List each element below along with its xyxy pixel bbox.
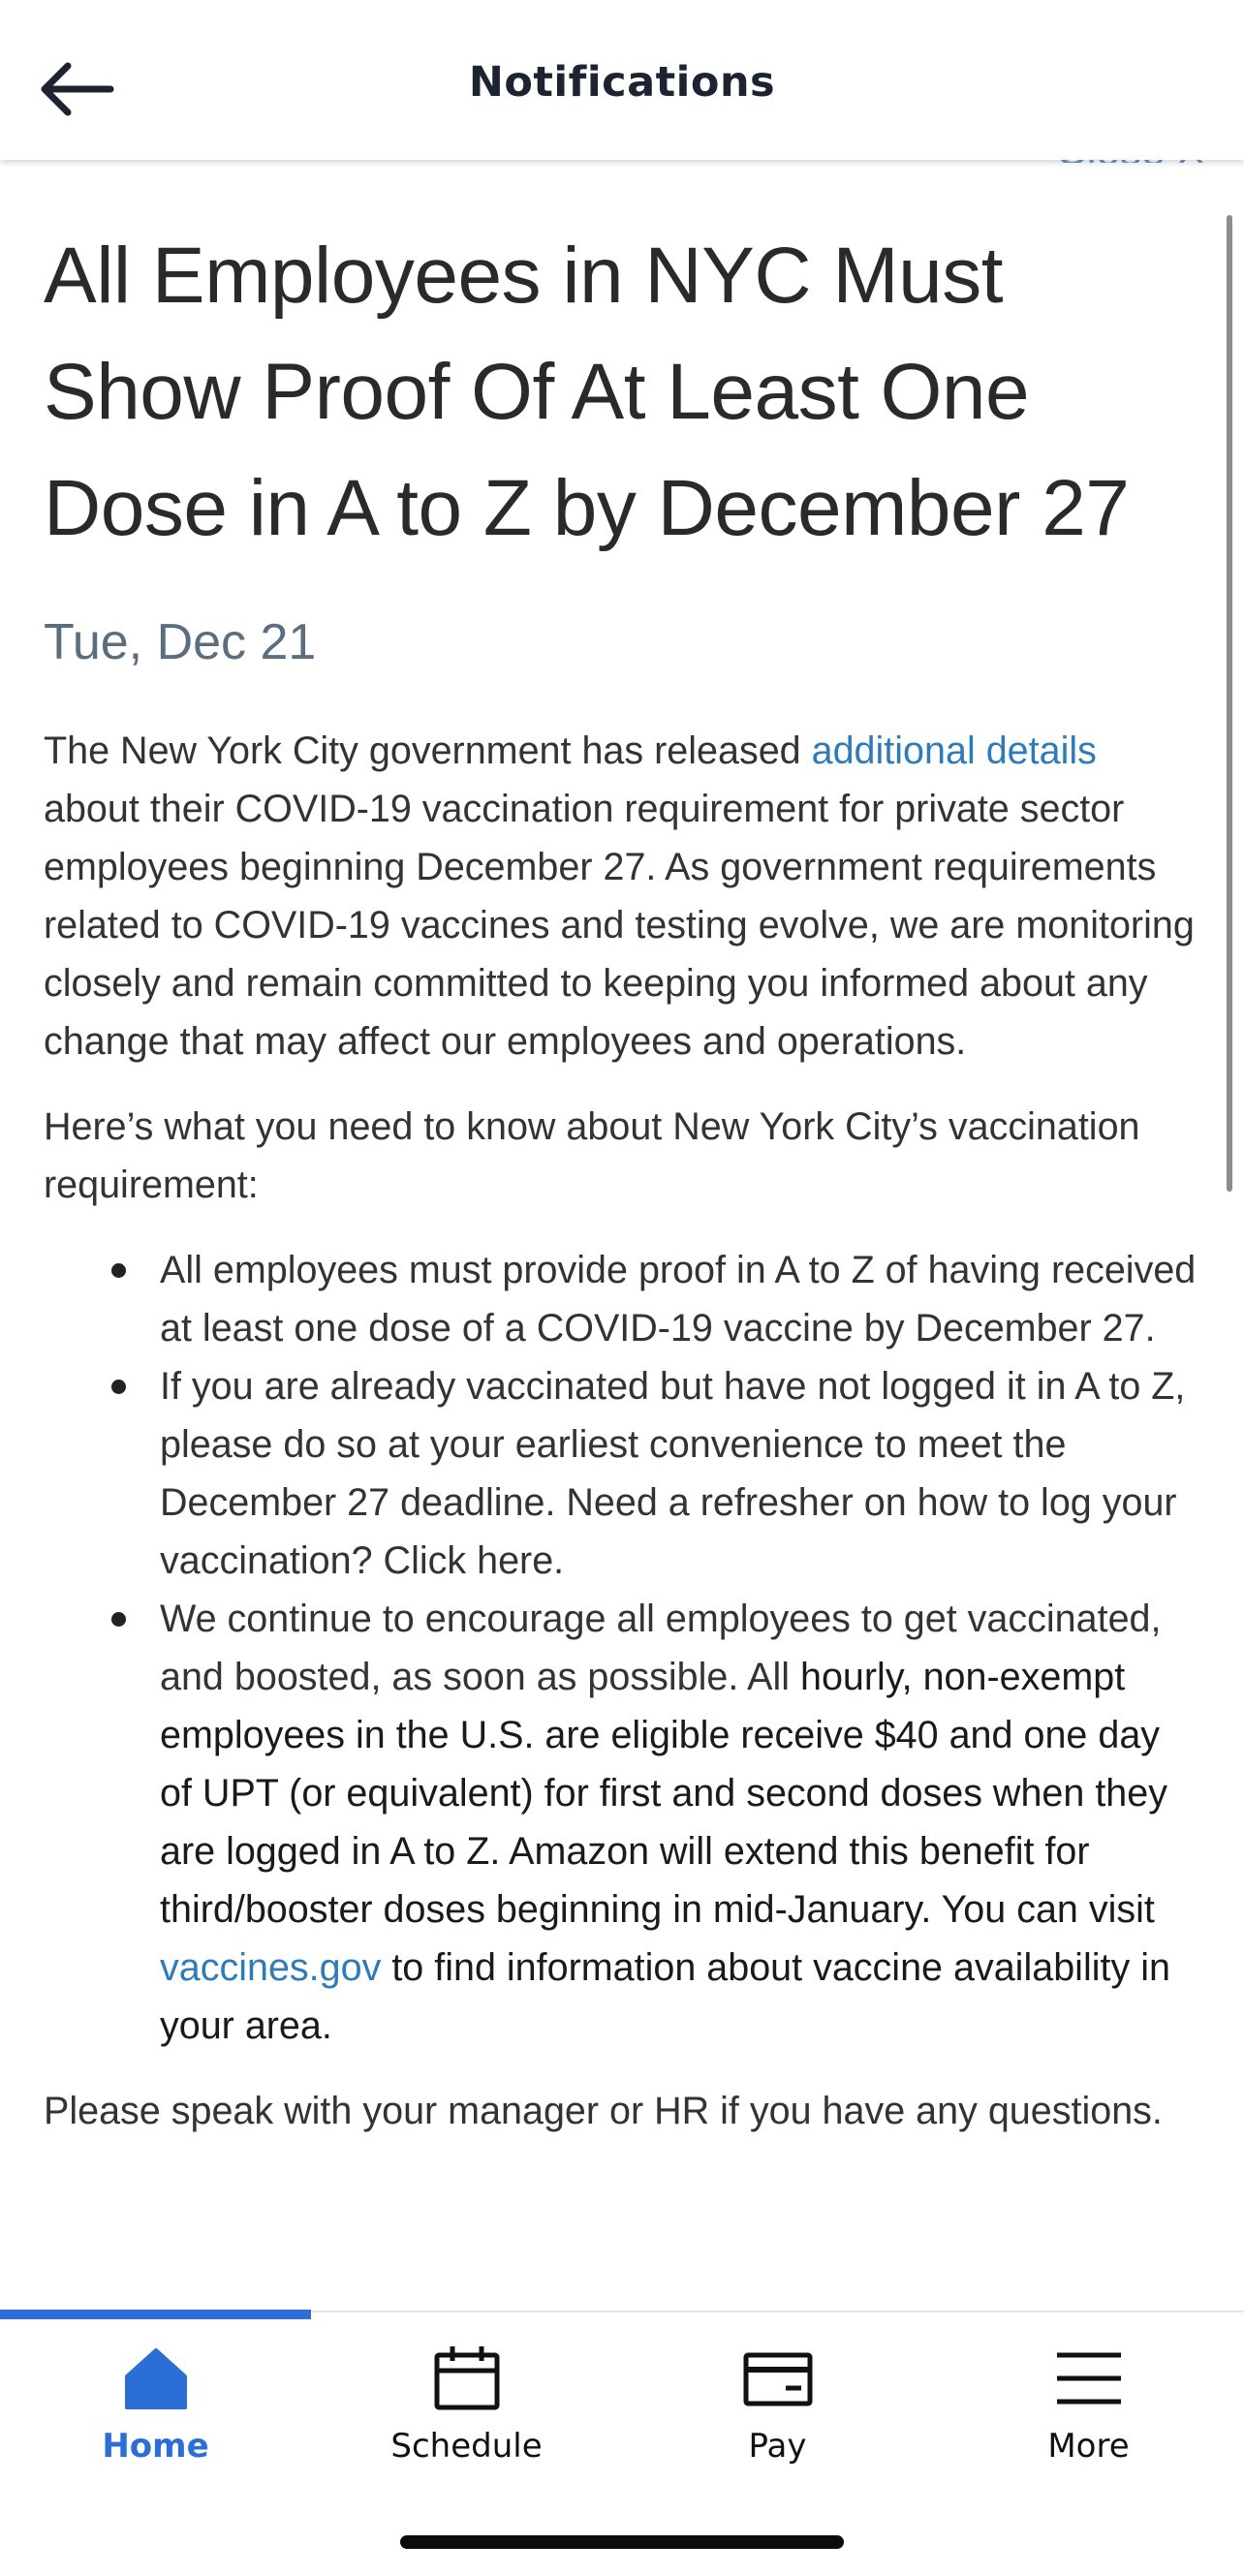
list-item-text: hourly, non-exempt employees in the U.S. are eligible receive $40 and one day of UPT (or equivalent) for first and second doses when they are logged in A to Z. Amazon will extend this benefit for third/booster doses beginning in mid-January. You can visit	[160, 1656, 1167, 1931]
article-paragraph-closing: Please speak with your manager or HR if you have any questions.	[44, 2090, 1163, 2132]
article-paragraph-intro	[44, 722, 1201, 1071]
paragraph-text: The New York City government has released	[44, 729, 812, 772]
list-item-text: to find information about vaccine availability in your area.	[160, 1946, 1170, 2047]
article-paragraph-requirements: Here’s what you need to know about New York City’s vaccination requirement:	[44, 1105, 1140, 1206]
list-item	[44, 1241, 1201, 1357]
tab-label: Pay	[748, 2427, 807, 2466]
paragraph-text: about their COVID-19 vaccination requirement for private sector employees beginning December 27. As government requirements related to COVID-19 vaccines and testing evolve, we are monitoring closely and remain committed to keeping you informed about any change that may affect our employees and operations.	[44, 788, 1195, 1063]
list-item	[44, 1590, 1201, 2055]
scrollbar[interactable]	[1227, 215, 1232, 1192]
page-title: Notifications	[468, 58, 776, 107]
tab-schedule[interactable]	[311, 2312, 622, 2466]
home-icon	[121, 2343, 191, 2413]
home-indicator[interactable]	[400, 2535, 844, 2549]
calendar-icon	[432, 2343, 502, 2413]
tab-label: Home	[102, 2427, 209, 2466]
requirements-list	[44, 1241, 1201, 2055]
bullet-dot	[111, 1263, 126, 1278]
list-item-text: All employees must provide proof in A to Z of having received at least one dose of a COVID-19 vaccine by December 27.	[160, 1249, 1197, 1350]
list-item-text: We continue to encourage all employees to get vaccinated, and boosted, as soon as possible. All	[160, 1598, 1162, 1698]
tab-home[interactable]	[0, 2312, 311, 2466]
tab-pay[interactable]	[622, 2312, 933, 2466]
menu-icon	[1054, 2343, 1124, 2413]
vaccines-gov-link[interactable]: vaccines.gov	[160, 1946, 382, 1989]
tab-more[interactable]	[933, 2312, 1244, 2466]
additional-details-link[interactable]: additional details	[811, 729, 1097, 772]
list-item-text: If you are already vaccinated but have not logged it in A to Z, please do so at your earliest convenience to meet the December 27 deadline. Need a refresher on how to log your vaccination? Click here.	[160, 1365, 1186, 1582]
article-title: All Employees in NYC Must Show Proof Of At Least One Dose in A to Z by December 27	[44, 232, 1130, 552]
tab-label: Schedule	[390, 2427, 543, 2466]
article-date: Tue, Dec 21	[44, 614, 317, 670]
app-header	[0, 0, 1244, 160]
bullet-dot	[111, 1380, 126, 1394]
bullet-dot	[111, 1612, 126, 1627]
article	[44, 218, 1201, 2140]
list-item	[44, 1357, 1201, 1590]
tab-label: More	[1047, 2427, 1130, 2466]
card-icon	[743, 2343, 813, 2413]
